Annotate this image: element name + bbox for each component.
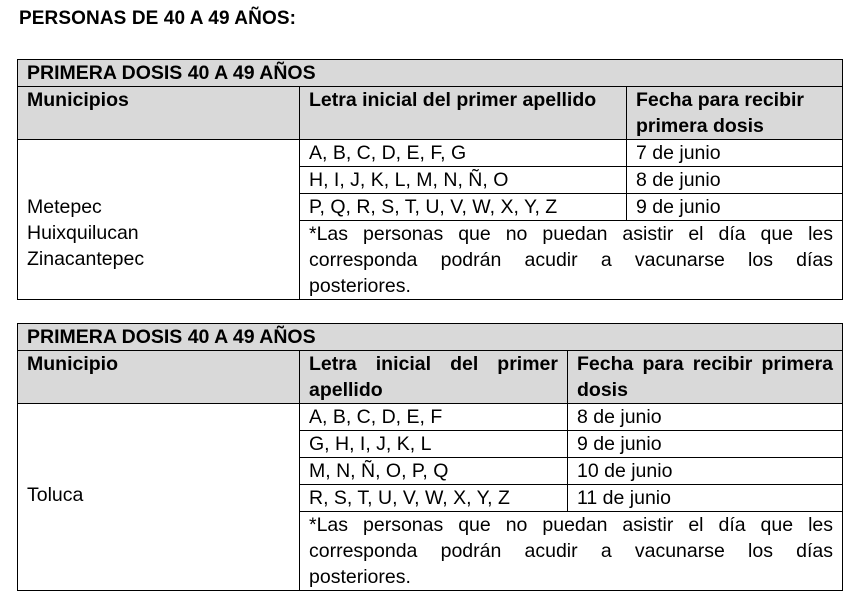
municipio-name: Toluca <box>27 484 84 506</box>
column-header-fecha: Fecha para recibir primera dosis <box>627 87 843 140</box>
page-heading: PERSONAS DE 40 A 49 AÑOS: <box>19 8 297 29</box>
column-header-letra-inicial: Letra inicial del primer apellido <box>300 87 627 140</box>
date-cell: 9 de junio <box>568 431 843 458</box>
letters-cell: A, B, C, D, E, F, G <box>300 140 627 167</box>
table-row <box>18 404 843 431</box>
municipio-name: Zinacantepec <box>27 247 145 270</box>
letters-cell: G, H, I, J, K, L <box>300 431 568 458</box>
municipio-cell <box>18 404 300 591</box>
letters-cell: A, B, C, D, E, F <box>300 404 568 431</box>
letters-cell: M, N, Ñ, O, P, Q <box>300 458 568 485</box>
date-cell: 9 de junio <box>627 194 843 221</box>
footnote: *Las personas que no puedan asistir el día que les corresponda podrán acudir a vacunarse los días posteriores. <box>300 221 843 300</box>
municipio-name: Metepec <box>27 195 102 218</box>
date-cell: 11 de junio <box>568 485 843 512</box>
table-row <box>18 140 843 167</box>
table-title: PRIMERA DOSIS 40 A 49 AÑOS <box>18 324 843 351</box>
column-header-letra-inicial: Letra inicial del primer apellido <box>300 351 568 404</box>
date-cell: 8 de junio <box>627 167 843 194</box>
date-cell: 10 de junio <box>568 458 843 485</box>
date-cell: 7 de junio <box>627 140 843 167</box>
letters-cell: H, I, J, K, L, M, N, Ñ, O <box>300 167 627 194</box>
municipio-name: Huixquilucan <box>27 221 139 244</box>
column-header-municipio: Municipio <box>18 351 300 404</box>
schedule-table-2 <box>17 323 843 591</box>
column-header-fecha: Fecha para recibir primera dosis <box>568 351 843 404</box>
date-cell: 8 de junio <box>568 404 843 431</box>
municipios-cell <box>18 140 300 300</box>
footnote: *Las personas que no puedan asistir el día que les corresponda podrán acudir a vacunarse los días posteriores. <box>300 512 843 591</box>
schedule-table-1 <box>17 59 843 300</box>
column-header-municipios: Municipios <box>18 87 300 140</box>
letters-cell: P, Q, R, S, T, U, V, W, X, Y, Z <box>300 194 627 221</box>
table-title: PRIMERA DOSIS 40 A 49 AÑOS <box>18 60 843 87</box>
letters-cell: R, S, T, U, V, W, X, Y, Z <box>300 485 568 512</box>
